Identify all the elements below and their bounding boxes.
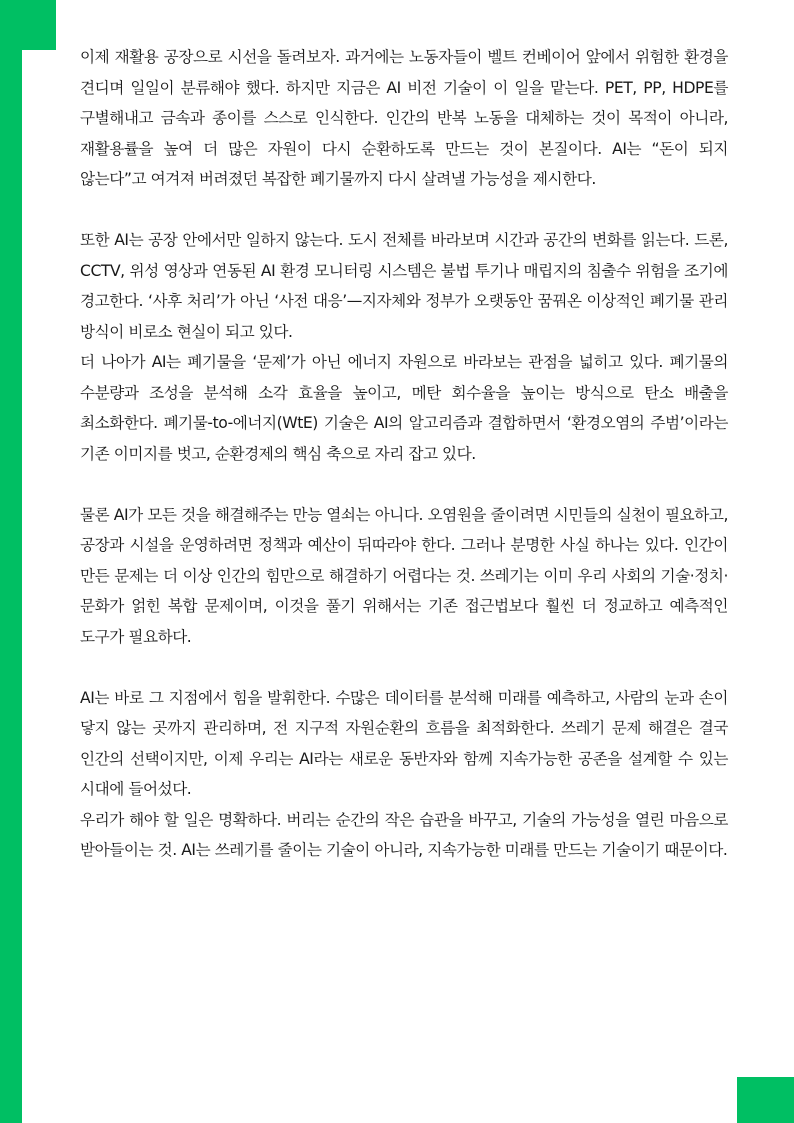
paragraph-gap [80, 652, 728, 683]
bottom-right-accent-block [737, 1077, 794, 1123]
article-body [80, 42, 728, 866]
paragraph-gap [80, 195, 728, 226]
paragraph-recycling-factory: 이제 재활용 공장으로 시선을 돌려보자. 과거에는 노동자들이 벨트 컨베이어 앞에서 위험한 환경을 견디며 일일이 분류해야 했다. 하지만 지금은 AI 비전 기술이 이 일을 맡는다. PET, PP, HDPE를 구별해내고 금속과 종이를 스스로 인식한다. 인간의 반복 노동을 대체하는 것이 목적이 아니라, 재활용률을 높여 더 많은 자원이 다시 순환하도록 만드는 것이 본질이다. AI는 “돈이 되지 않는다”고 여겨져 버려졌던 복잡한 폐기물까지 다시 살려낼 가능성을 제시한다. [80, 48, 728, 188]
paragraph-limitations: 물론 AI가 모든 것을 해결해주는 만능 열쇠는 아니다. 오염원을 줄이려면 시민들의 실천이 필요하고, 공장과 시설을 운영하려면 정책과 예산이 뒤따라야 한다. 그러나 분명한 사실 하나는 있다. 인간이 만든 문제는 더 이상 인간의 힘만으로 해결하기 어렵다는 것. 쓰레기는 이미 우리 사회의 기술·정치·문화가 얽힌 복합 문제이며, 이것을 풀기 위해서는 기존 접근법보다 훨씬 더 정교하고 예측적인 도구가 필요하다. [80, 505, 728, 646]
left-accent-bar [0, 0, 22, 1123]
paragraph-ai-strength: AI는 바로 그 지점에서 힘을 발휘한다. 수많은 데이터를 분석해 미래를 예측하고, 사람의 눈과 손이 닿지 않는 곳까지 관리하며, 전 지구적 자원순환의 흐름을 최적화한다. 쓰레기 문제 해결은 결국 인간의 선택이지만, 이제 우리는 AI라는 새로운 동반자와 함께 지속가능한 공존을 설계할 수 있는 시대에 들어섰다. [80, 688, 728, 798]
paragraph-city-monitoring: 또한 AI는 공장 안에서만 일하지 않는다. 도시 전체를 바라보며 시간과 공간의 변화를 읽는다. 드론, CCTV, 위성 영상과 연동된 AI 환경 모니터링 시스템은 불법 투기나 매립지의 침출수 위험을 조기에 경고한다. ‘사후 처리’가 아닌 ‘사전 대응’—지자체와 정부가 오랫동안 꿈꿔온 이상적인 폐기물 관리 방식이 비로소 현실이 되고 있다. [80, 231, 728, 341]
top-left-accent-block [0, 0, 56, 50]
paragraph-conclusion: 우리가 해야 할 일은 명확하다. 버리는 순간의 작은 습관을 바꾸고, 기술의 가능성을 열린 마음으로 받아들이는 것. AI는 쓰레기를 줄이는 기술이 아니라, 지속가능한 미래를 만드는 기술이기 때문이다. [80, 810, 728, 859]
paragraph-gap [80, 469, 728, 500]
paragraph-waste-to-energy: 더 나아가 AI는 폐기물을 ‘문제’가 아닌 에너지 자원으로 바라보는 관점을 넓히고 있다. 폐기물의 수분량과 조성을 분석해 소각 효율을 높이고, 메탄 회수율을 높이는 방식으로 탄소 배출을 최소화한다. 폐기물-to-에너지(WtE) 기술은 AI의 알고리즘과 결합하면서 ‘환경오염의 주범’이라는 기존 이미지를 벗고, 순환경제의 핵심 축으로 자리 잡고 있다. [80, 353, 728, 463]
